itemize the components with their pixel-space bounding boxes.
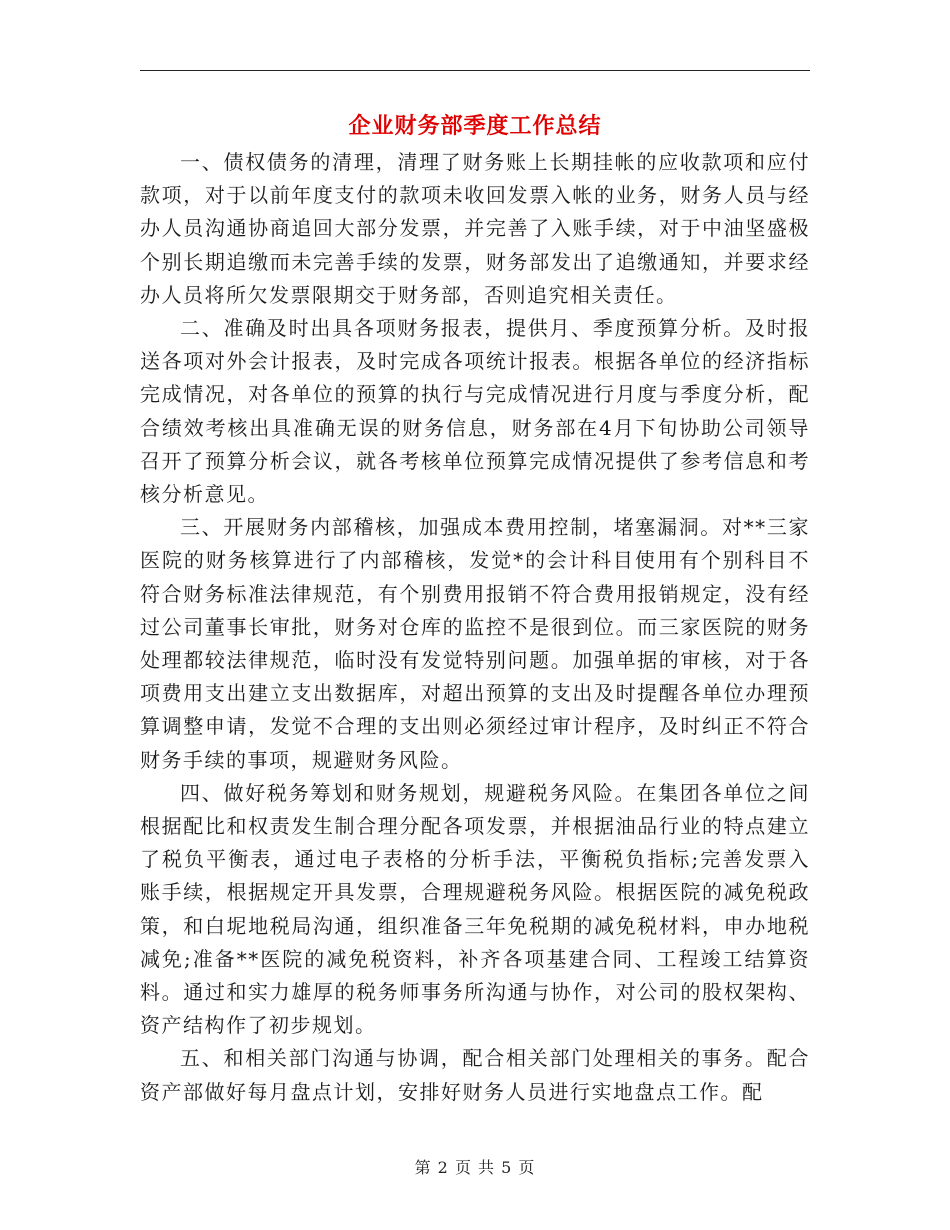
paragraph-2: 二、准确及时出具各项财务报表，提供月、季度预算分析。及时报送各项对外会计报表，及时完成各项统计报表。根据各单位的经济指标完成情况，对各单位的预算的执行与完成情况进行月度与季度分析，配合绩效考核出具准确无误的财务信息，财务部在4月下旬协助公司领导召开了预算分析会议，就各考核单位预算完成情况提供了参考信息和考核分析意见。 — [140, 316, 810, 507]
paragraph-5: 五、和相关部门沟通与协调，配合相关部门处理相关的事务。配合资产部做好每月盘点计划，安排好财务人员进行实地盘点工作。配 — [140, 1046, 810, 1104]
paragraph-4: 四、做好税务筹划和财务规划，规避税务风险。在集团各单位之间根据配比和权责发生制合理分配各项发票，并根据油品行业的特点建立了税负平衡表，通过电子表格的分析手法，平衡税负指标;完善发票入账手续，根据规定开具发票，合理规避税务风险。根据医院的减免税政策，和白坭地税局沟通，组织准备三年免税期的减免税材料，申办地税减免;准备**医院的减免税资料，补齐各项基建合同、工程竣工结算资料。通过和实力雄厚的税务师事务所沟通与协作，对公司的股权架构、资产结构作了初步规划。 — [140, 780, 810, 1038]
paragraph-3: 三、开展财务内部稽核，加强成本费用控制，堵塞漏洞。对**三家医院的财务核算进行了内部稽核，发觉*的会计科目使用有个别科目不符合财务标准法律规范，有个别费用报销不符合费用报销规定，没有经过公司董事长审批，财务对仓库的监控不是很到位。而三家医院的财务处理都较法律规范，临时没有发觉特别问题。加强单据的审核，对于各项费用支出建立支出数据库，对超出预算的支出及时提醒各单位办理预算调整申请，发觉不合理的支出则必须经过审计程序，及时纠正不符合财务手续的事项，规避财务风险。 — [140, 515, 810, 772]
document-title: 企业财务部季度工作总结 — [348, 113, 602, 139]
paragraph-1: 一、债权债务的清理，清理了财务账上长期挂帐的应收款项和应付款项，对于以前年度支付的款项未收回发票入帐的业务，财务人员与经办人员沟通协商追回大部分发票，并完善了入账手续，对于中油坚盛极个别长期追缴而未完善手续的发票，财务部发出了追缴通知，并要求经办人员将所欠发票限期交于财务部，否则追究相关责任。 — [140, 150, 810, 307]
document-body — [140, 146, 810, 1109]
page-number: 第 2 页 共 5 页 — [414, 1158, 536, 1177]
header-rule — [140, 70, 810, 71]
